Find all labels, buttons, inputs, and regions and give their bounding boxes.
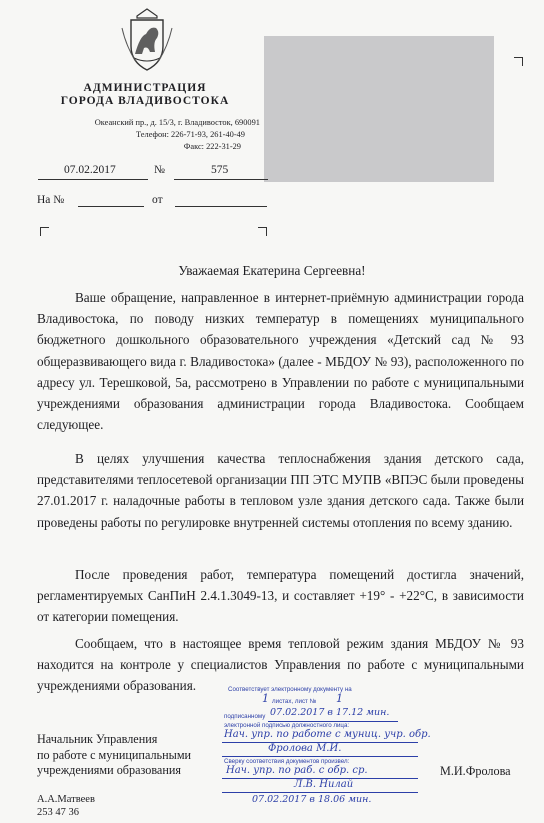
org-phone: Телефон: 226-71-93, 261-40-49	[136, 130, 245, 139]
stamp-rule-5	[222, 792, 418, 793]
paragraph-3: После проведения работ, температура помещений достигла значений, регламентируемых СанПиН 2.4.1.3049-13, и составляет +19° - +22°С, в зависимости от категории помещения.	[37, 567, 524, 625]
incoming-date-underline	[175, 206, 267, 207]
stamp-signer-position: Нач. упр. по работе с муниц. учр. обр.	[224, 729, 431, 740]
org-name-line-2: ГОРОДА ВЛАДИВОСТОКА	[60, 95, 230, 107]
paragraph-2: В целях улучшения качества теплоснабжения здания детского сада, представителями теплосетевой организации ПП ЭТС МУПВ «ВПЭС были проведены 27.01.2017 г. наладочные работы в тепловом узле здания детского сада. Также были проведены работы по регулировке внутренней системы отопления по всему зданию.	[37, 451, 524, 530]
org-name-line-1: АДМИНИСТРАЦИЯ	[83, 82, 207, 94]
number-label: №	[154, 164, 165, 176]
paragraph-1: Ваше обращение, направленное в интернет-приёмную администрации города Владивостока, по поводу низких температур в помещениях муниципального бюджетного дошкольного образовательного учреждения «Детский сад № 93 общеразвивающего вида г. Владивостока» (далее - МБДОУ № 93), расположенного по адресу ул. Терешковой, 5а, рассмотрено в Управлении по работе с муниципальными учреждениями образования администрации города Владивостока. Сообщаем следующее.	[37, 290, 524, 433]
stamp-checker-position: Нач. упр. по раб. с обр. ср.	[226, 765, 368, 776]
stamp-line-5: Сверку соответствия документов произвел:	[224, 758, 350, 765]
stamp-line-4: электронной подписью должностного лица:	[224, 722, 350, 729]
corner-mark-top-right	[514, 57, 523, 66]
stamp-line-1: Соответствует электронному документу на	[228, 686, 352, 693]
signatory-name: М.И.Фролова	[440, 764, 511, 778]
corner-mark-right	[258, 227, 267, 236]
letter-number: 575	[211, 164, 229, 176]
org-fax: Факс: 222-31-29	[183, 142, 241, 151]
number-underline	[174, 179, 268, 180]
corner-mark-left	[40, 227, 49, 236]
coat-of-arms-emblem	[120, 6, 174, 74]
incoming-number-underline	[78, 206, 144, 207]
stamp-signed-at: 07.02.2017 в 17.12 мин.	[270, 707, 390, 718]
signatory-position	[37, 732, 227, 779]
executor-name: А.А.Матвеев	[37, 794, 95, 805]
stamp-sheets-value: 1	[262, 692, 269, 705]
greeting: Уважаемая Екатерина Сергеевна!	[178, 263, 366, 278]
paragraph-4: Сообщаем, что в настоящее время тепловой режим здания МБДОУ № 93 находится на контроле у специалистов Управления по работе с муниципальными учреждениями образования.	[37, 636, 524, 694]
position-line-3: учреждениями образования	[37, 763, 181, 777]
org-address: Океанский пр., д. 15/3, г. Владивосток, 690091	[94, 118, 260, 127]
stamp-line-2: листах, лист №	[272, 698, 317, 705]
incoming-date-label: от	[152, 194, 163, 206]
stamp-sheet-number: 1	[336, 692, 343, 705]
position-line-2: по работе с муниципальными	[37, 747, 192, 762]
stamp-rule-3	[222, 756, 418, 757]
stamp-checked-at: 07.02.2017 в 18.06 мин.	[252, 794, 372, 805]
incoming-number-label: На №	[37, 194, 65, 206]
stamp-signer-name: Фролова М.И.	[268, 743, 342, 754]
executor-phone: 253 47 36	[37, 807, 79, 818]
date-underline	[38, 179, 148, 180]
redacted-recipient-block	[264, 36, 494, 182]
electronic-signature-stamp	[214, 686, 431, 812]
position-line-1: Начальник Управления	[37, 732, 158, 746]
stamp-checker-name: Л.В. Нилай	[294, 779, 354, 790]
stamp-line-3: подписанному	[224, 713, 266, 720]
letter-date: 07.02.2017	[64, 164, 116, 176]
